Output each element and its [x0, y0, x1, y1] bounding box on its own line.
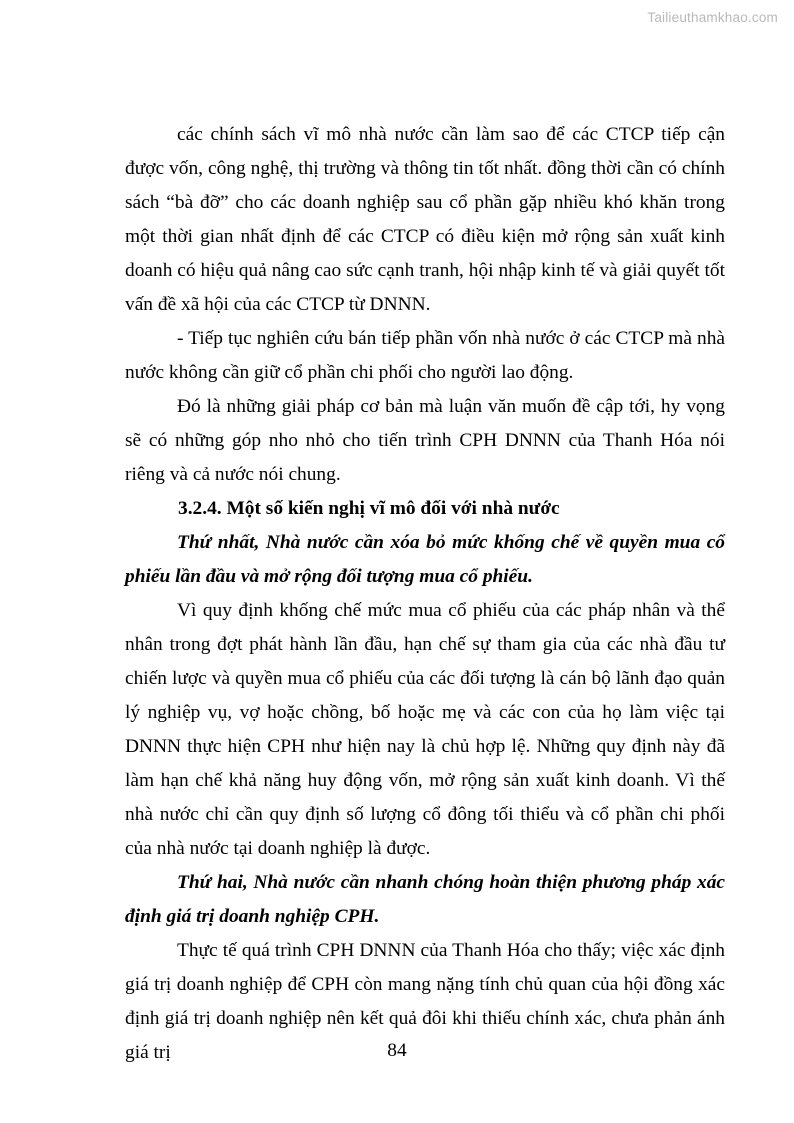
paragraph-5: Thực tế quá trình CPH DNNN của Thanh Hóa cho thấy; việc xác định giá trị doanh nghiệp để CPH còn mang nặng tính chủ quan của hội đồng xác định giá trị doanh nghiệp nên kết quả đôi khi thiếu chính xác, chưa phản ánh giá trị	[125, 940, 725, 1063]
page-body-content	[125, 118, 725, 1070]
paragraph-3: Đó là những giải pháp cơ bản mà luận văn muốn đề cập tới, hy vọng sẽ có những góp nho nhỏ cho tiến trình CPH DNNN của Thanh Hóa nói riêng và cả nước nói chung.	[125, 396, 725, 485]
paragraph-1: các chính sách vĩ mô nhà nước cần làm sao để các CTCP tiếp cận được vốn, công nghệ, thị trường và thông tin tốt nhất. đồng thời cần có chính sách “bà đỡ” cho các doanh nghiệp sau cổ phần gặp nhiều khó khăn trong một thời gian nhất định để các CTCP có điều kiện mở rộng sản xuất kinh doanh có hiệu quả nâng cao sức cạnh tranh, hội nhập kinh tế và giải quyết tốt vấn đề xã hội của các CTCP từ DNNN.	[125, 124, 725, 315]
lead-paragraph-thu-nhat: Thứ nhất, Nhà nước cần xóa bỏ mức khống chế về quyền mua cổ phiếu lần đầu và mở rộng đối tượng mua cổ phiếu.	[125, 532, 725, 587]
paragraph-4: Vì quy định khống chế mức mua cổ phiếu của các pháp nhân và thể nhân trong đợt phát hành lần đầu, hạn chế sự tham gia của các nhà đầu tư chiến lược và quyền mua cổ phiếu của các đối tượng là cán bộ lãnh đạo quản lý nghiệp vụ, vợ hoặc chồng, bố hoặc mẹ và các con của họ làm việc tại DNNN thực hiện CPH như hiện nay là chủ hợp lệ. Những quy định này đã làm hạn chế khả năng huy động vốn, mở rộng sản xuất kinh doanh. Vì thế nhà nước chỉ cần quy định số lượng cổ đông tối thiểu và cổ phần chi phối của nhà nước tại doanh nghiệp là được.	[125, 600, 725, 859]
section-heading-3-2-4: 3.2.4. Một số kiến nghị vĩ mô đối với nhà nước	[178, 498, 560, 519]
lead-paragraph-thu-hai: Thứ hai, Nhà nước cần nhanh chóng hoàn thiện phương pháp xác định giá trị doanh nghiệp CPH.	[125, 872, 725, 927]
page-number: 84	[387, 1040, 407, 1061]
watermark-text: Tailieuthamkhao.com	[647, 10, 778, 25]
paragraph-2-bullet: - Tiếp tục nghiên cứu bán tiếp phần vốn nhà nước ở các CTCP mà nhà nước không cần giữ cổ phần chi phối cho người lao động.	[125, 328, 725, 383]
